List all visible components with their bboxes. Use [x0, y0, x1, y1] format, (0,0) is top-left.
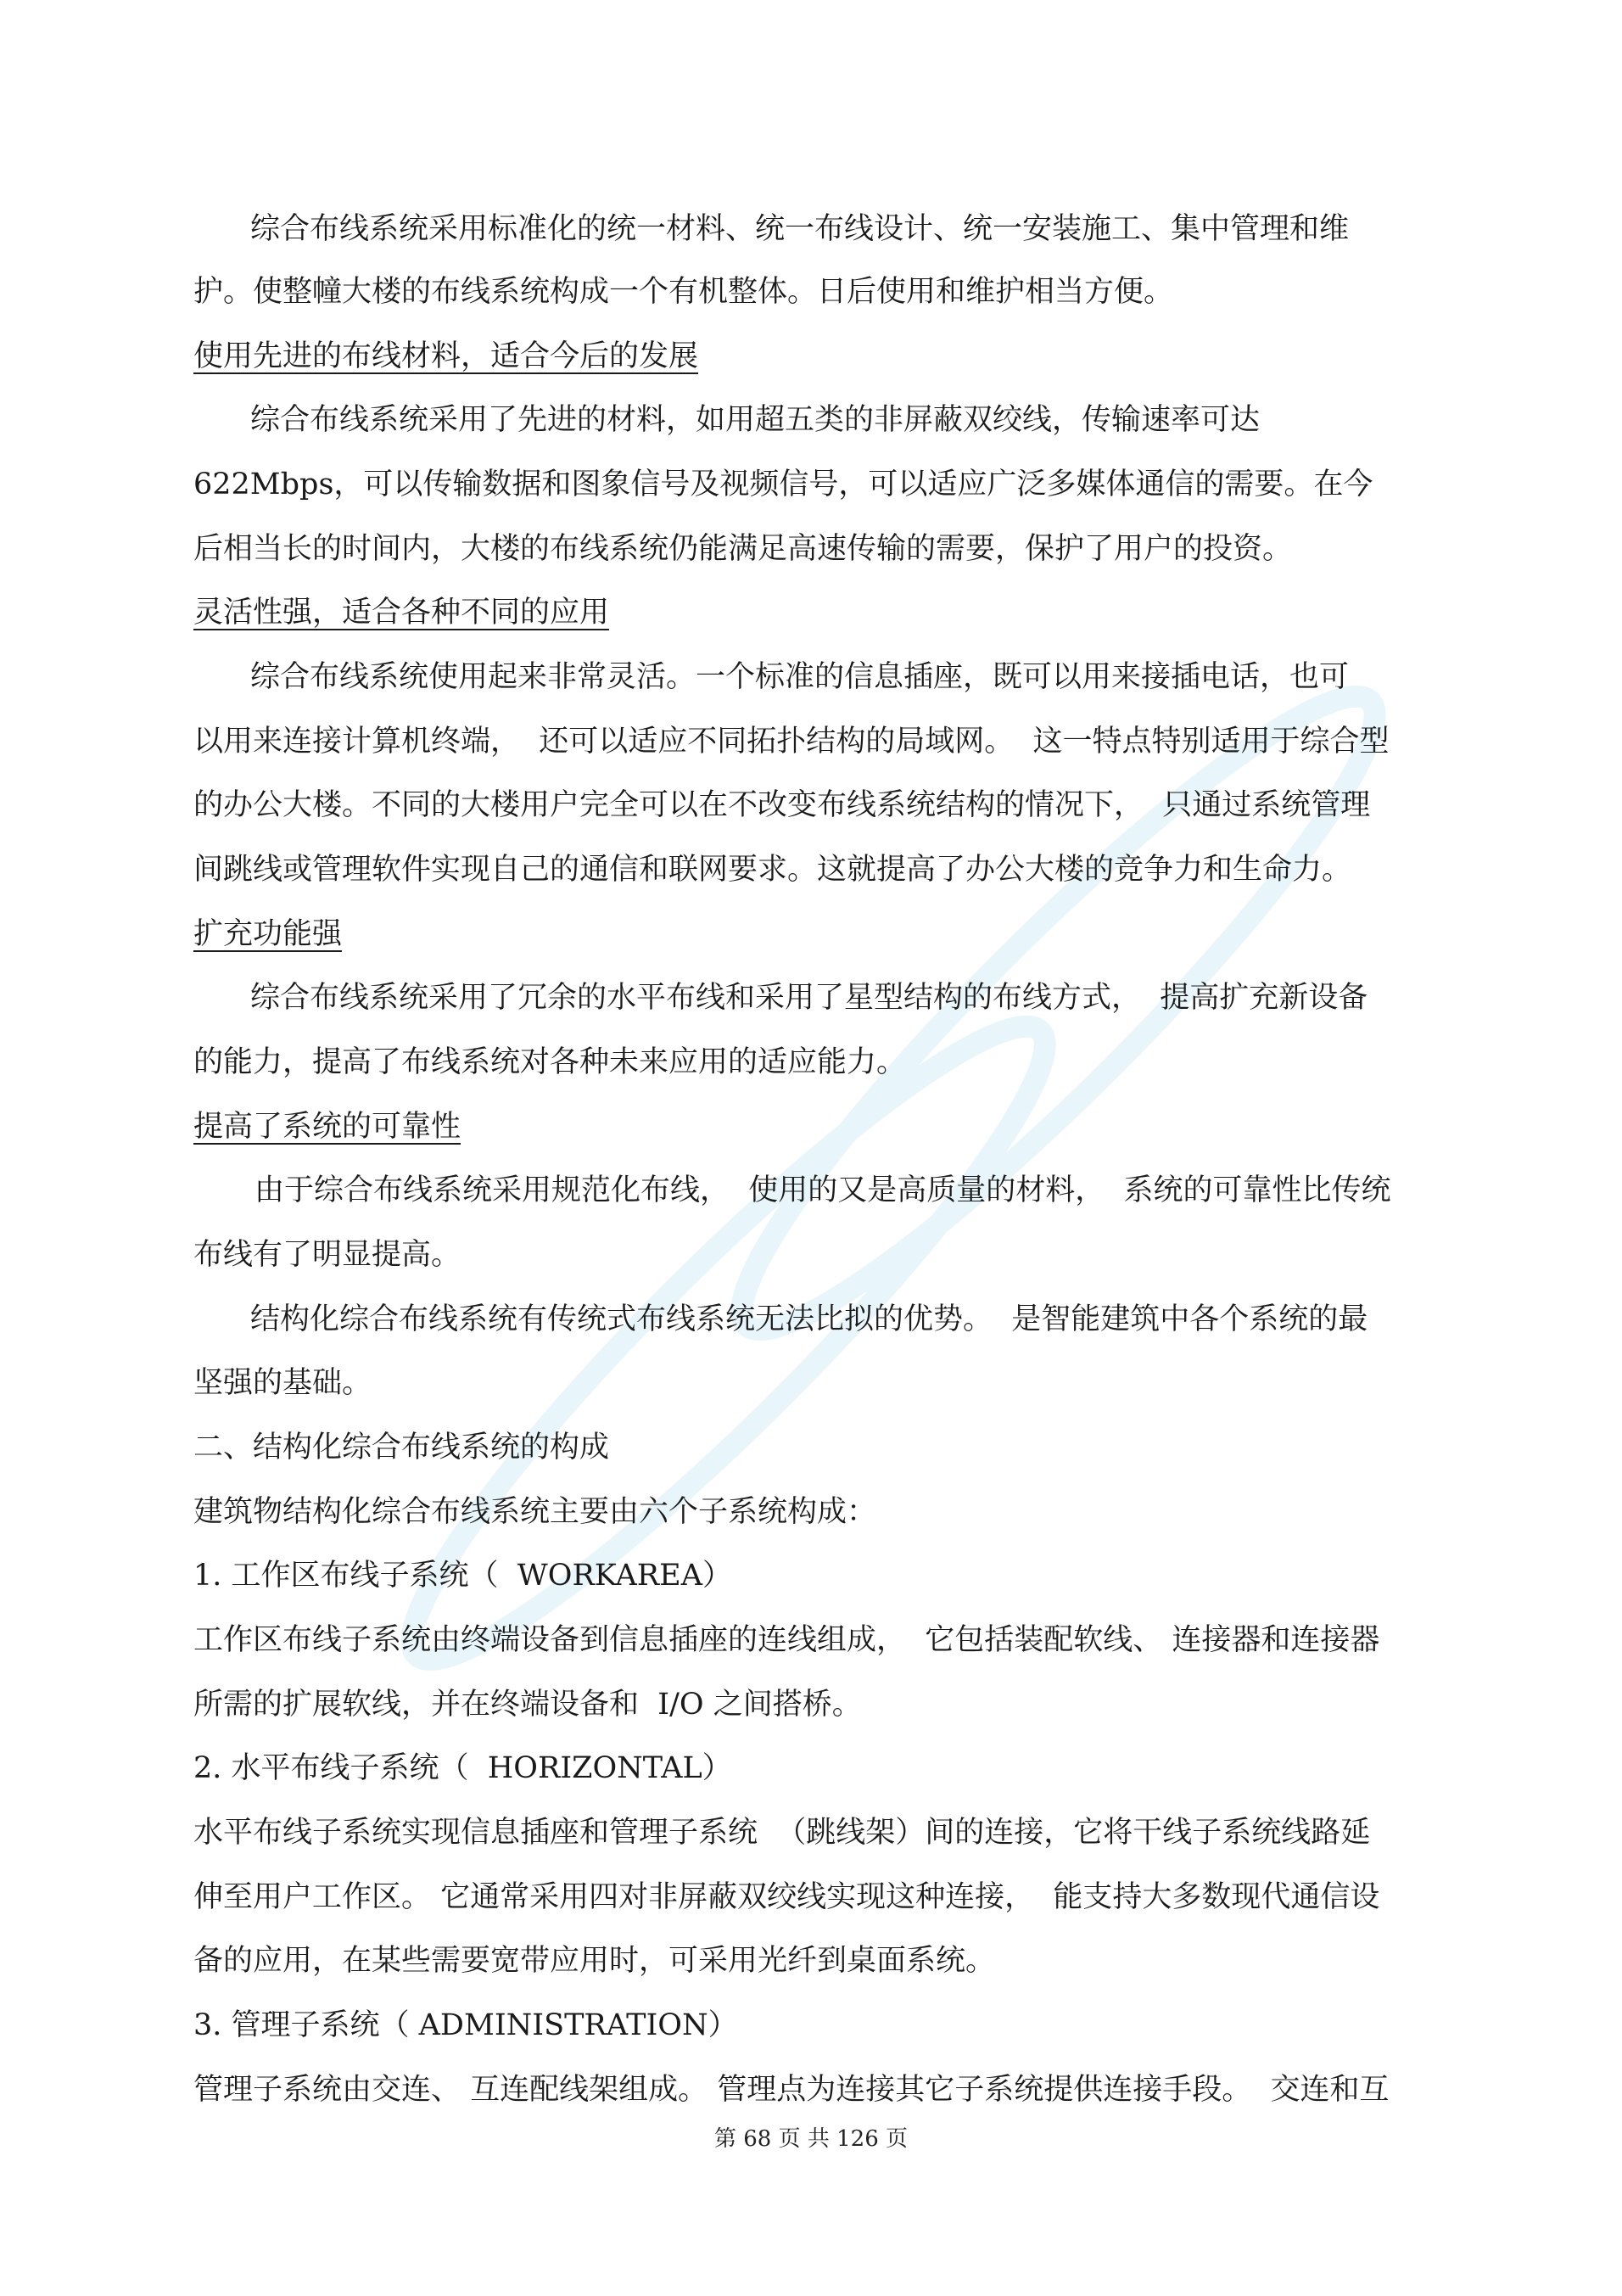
paragraph-line: 的能力，提高了布线系统对各种未来应用的适应能力。 — [193, 1045, 907, 1079]
paragraph-line: 备的应用，在某些需要宽带应用时，可采用光纤到桌面系统。 — [193, 1944, 996, 1978]
paragraph-line: 间跳线或管理软件实现自己的通信和联网要求。这就提高了办公大楼的竞争力和生命力。 — [193, 853, 1352, 887]
paragraph-line: 的办公大楼。不同的大楼用户完全可以在不改变布线系统结构的情况下， 只通过系统管理 — [193, 788, 1371, 822]
paragraph-line: 伸至用户工作区。 它通常采用四对非屏蔽双绞线实现这种连接， 能支持大多数现代通信设 — [193, 1880, 1380, 1914]
paragraph-line: 坚强的基础。 — [193, 1366, 372, 1400]
paragraph-line: 工作区布线子系统由终端设备到信息插座的连线组成， 它包括装配软线、 连接器和连接器 — [193, 1623, 1380, 1657]
subsystem-heading: 3. 管理子系统（ ADMINISTRATION） — [193, 2008, 738, 2042]
paragraph-line: 622Mbps，可以传输数据和图象信号及视频信号，可以适应广泛多媒体通信的需要。在今 — [193, 468, 1373, 501]
paragraph-line: 建筑物结构化综合布线系统主要由六个子系统构成： — [193, 1495, 877, 1529]
section-heading: 灵活性强，适合各种不同的应用 — [193, 596, 610, 630]
chapter-heading: 二、结构化综合布线系统的构成 — [193, 1431, 610, 1464]
page-footer: 第 68 页 共 126 页 — [713, 2126, 909, 2152]
section-heading: 提高了系统的可靠性 — [193, 1110, 461, 1144]
paragraph-line: 综合布线系统采用标准化的统一材料、统一布线设计、统一安装施工、集中管理和维 — [250, 212, 1350, 246]
section-heading: 扩充功能强 — [193, 917, 343, 951]
paragraph-line: 结构化综合布线系统有传统式布线系统无法比拟的优势。 是智能建筑中各个系统的最 — [250, 1302, 1368, 1336]
paragraph-line: 综合布线系统采用了冗余的水平布线和采用了星型结构的布线方式， 提高扩充新设备 — [250, 981, 1368, 1015]
paragraph-line: 所需的扩展软线，并在终端设备和 I/O 之间搭桥。 — [193, 1688, 862, 1722]
section-heading: 使用先进的布线材料，适合今后的发展 — [193, 339, 699, 373]
paragraph-line: 由于综合布线系统采用规范化布线， 使用的又是高质量的材料， 系统的可靠性比传统 — [254, 1173, 1391, 1207]
paragraph-line: 综合布线系统采用了先进的材料，如用超五类的非屏蔽双绞线，传输速率可达 — [250, 403, 1261, 437]
paragraph-line: 管理子系统由交连、 互连配线架组成。 管理点为连接其它子系统提供连接手段。 交连和互 — [193, 2073, 1390, 2107]
paragraph-line: 后相当长的时间内，大楼的布线系统仍能满足高速传输的需要，保护了用户的投资。 — [193, 532, 1293, 566]
subsystem-heading: 2. 水平布线子系统（ HORIZONTAL） — [193, 1751, 732, 1785]
paragraph-line: 综合布线系统使用起来非常灵活。一个标准的信息插座，既可以用来接插电话，也可 — [250, 660, 1350, 694]
paragraph-line: 布线有了明显提高。 — [193, 1238, 461, 1272]
paragraph-line: 水平布线子系统实现信息插座和管理子系统 （跳线架）间的连接，它将干线子系统线路延 — [193, 1816, 1371, 1850]
paragraph-line: 护。使整幢大楼的布线系统构成一个有机整体。日后使用和维护相当方便。 — [193, 275, 1174, 309]
subsystem-heading: 1. 工作区布线子系统（ WORKAREA） — [193, 1559, 732, 1593]
paragraph-line: 以用来连接计算机终端， 还可以适应不同拓扑结构的局域网。 这一特点特别适用于综合型 — [193, 725, 1390, 759]
